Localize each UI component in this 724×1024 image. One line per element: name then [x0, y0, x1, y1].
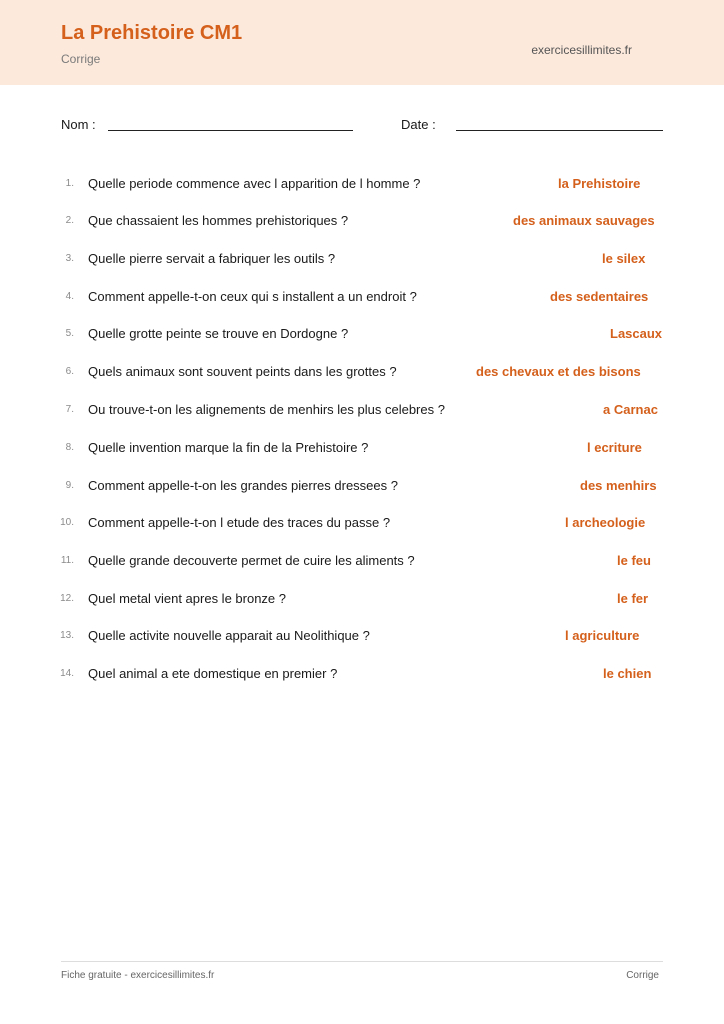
question-answer: le silex — [602, 251, 646, 266]
name-line — [108, 130, 353, 131]
question-number: 11. — [60, 555, 74, 566]
question-row — [0, 362, 724, 382]
page-subtitle: Corrige — [61, 52, 101, 66]
question-row — [0, 551, 724, 571]
question-number: 12. — [60, 593, 74, 604]
question-number: 10. — [60, 517, 74, 528]
question-text: Quelle grotte peinte se trouve en Dordogne ? — [88, 326, 349, 341]
question-row — [0, 664, 724, 684]
question-number: 4. — [65, 291, 74, 302]
question-answer: la Prehistoire — [558, 176, 641, 191]
question-number: 8. — [65, 442, 74, 453]
question-row — [0, 400, 724, 420]
question-row — [0, 287, 724, 307]
question-number: 13. — [60, 630, 74, 641]
name-label: Nom : — [61, 117, 96, 132]
question-answer: le chien — [603, 666, 652, 681]
question-text: Comment appelle-t-on les grandes pierres dressees ? — [88, 478, 398, 493]
site-name: exercicesillimites.fr — [531, 43, 632, 57]
question-number: 9. — [65, 480, 74, 491]
question-number: 3. — [65, 253, 74, 264]
question-text: Quel animal a ete domestique en premier ? — [88, 666, 338, 681]
question-text: Quel metal vient apres le bronze ? — [88, 591, 286, 606]
question-text: Quels animaux sont souvent peints dans les grottes ? — [88, 364, 397, 379]
footer-source: Fiche gratuite - exercicesillimites.fr — [61, 970, 215, 981]
worksheet-header — [0, 0, 724, 85]
question-row — [0, 513, 724, 533]
question-text: Quelle periode commence avec l apparition de l homme ? — [88, 176, 421, 191]
question-answer: des chevaux et des bisons — [476, 364, 641, 379]
question-row — [0, 626, 724, 646]
question-answer: des sedentaires — [550, 289, 649, 304]
question-number: 6. — [65, 366, 74, 377]
date-label: Date : — [401, 117, 436, 132]
question-answer: l archeologie — [565, 515, 646, 530]
question-text: Que chassaient les hommes prehistoriques ? — [88, 213, 349, 228]
footer-divider — [61, 961, 663, 962]
date-line — [456, 130, 663, 131]
question-number: 2. — [65, 215, 74, 226]
question-answer: le feu — [617, 553, 651, 568]
question-row — [0, 589, 724, 609]
question-row — [0, 324, 724, 344]
question-answer: l ecriture — [587, 440, 642, 455]
question-answer: des menhirs — [580, 478, 657, 493]
question-answer: des animaux sauvages — [513, 213, 655, 228]
question-text: Comment appelle-t-on l etude des traces du passe ? — [88, 515, 391, 530]
question-answer: l agriculture — [565, 628, 640, 643]
footer-label: Corrige — [626, 970, 659, 981]
question-answer: le fer — [617, 591, 649, 606]
question-text: Quelle grande decouverte permet de cuire les aliments ? — [88, 553, 415, 568]
question-answer: Lascaux — [610, 326, 663, 341]
question-text: Quelle activite nouvelle apparait au Neolithique ? — [88, 628, 370, 643]
page-title: La Prehistoire CM1 — [61, 22, 243, 44]
question-number: 7. — [65, 404, 74, 415]
question-text: Quelle invention marque la fin de la Prehistoire ? — [88, 440, 369, 455]
question-row — [0, 211, 724, 231]
question-answer: a Carnac — [603, 402, 658, 417]
question-row — [0, 174, 724, 194]
question-row — [0, 476, 724, 496]
question-number: 5. — [65, 328, 74, 339]
question-text: Comment appelle-t-on ceux qui s installent a un endroit ? — [88, 289, 417, 304]
question-number: 14. — [60, 668, 74, 679]
question-text: Quelle pierre servait a fabriquer les outils ? — [88, 251, 336, 266]
question-row — [0, 438, 724, 458]
question-number: 1. — [65, 178, 74, 189]
question-row — [0, 249, 724, 269]
question-text: Ou trouve-t-on les alignements de menhirs les plus celebres ? — [88, 402, 445, 417]
